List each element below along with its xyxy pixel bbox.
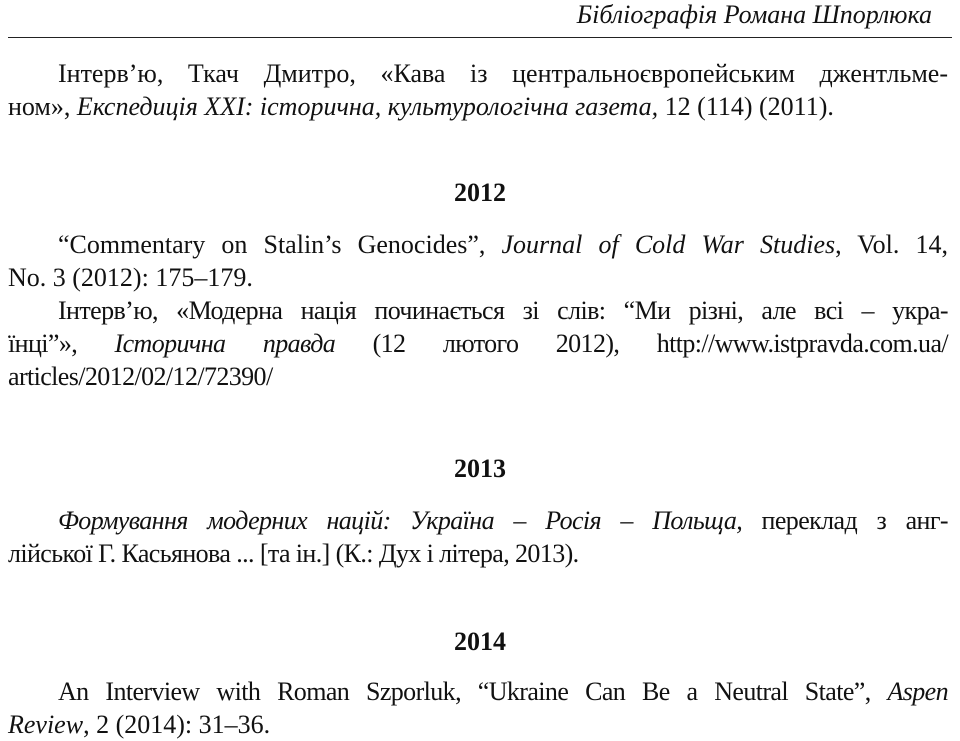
entry-text: їнці”», xyxy=(8,329,115,358)
entry-line xyxy=(8,327,948,360)
bibliography-entry xyxy=(8,228,948,294)
entry-line xyxy=(8,90,948,123)
book-title: Формування модерних націй: Україна – Росія – Польща, xyxy=(58,506,743,535)
entry-line xyxy=(8,504,948,537)
entry-text: переклад з анг- xyxy=(742,506,948,535)
entry-text: 12 (114) (2011). xyxy=(658,92,834,121)
entry-line xyxy=(8,228,948,261)
entry-text: , Vol. 14, xyxy=(835,230,948,259)
periodical-title: Історична правда xyxy=(114,329,336,358)
journal-title: Review xyxy=(8,710,84,739)
entry-text: , 2 (2014): 31–36. xyxy=(83,710,271,739)
entry-text: An Interview with Roman Szporluk, “Ukraine Can Be a Neutral State”, xyxy=(58,677,888,706)
running-head: Бібліографія Романа Шпорлюка xyxy=(576,0,932,29)
periodical-title: Експедиція XXI: історична, культурологічна газета, xyxy=(76,92,659,121)
entry-line: No. 3 (2012): 175–179. xyxy=(8,263,253,292)
journal-title: Journal of Cold War Studies xyxy=(501,230,836,259)
bibliography-entry xyxy=(8,57,948,123)
entry-line: Інтерв’ю, «Модерна нація починається зі слів: “Ми різні, але всі – укра- xyxy=(58,296,948,325)
entry-line xyxy=(8,708,948,741)
bibliography-entry xyxy=(8,675,948,741)
year-heading: 2014 xyxy=(454,627,506,656)
bibliography-entry xyxy=(8,294,948,393)
year-heading: 2012 xyxy=(454,178,506,207)
entry-line xyxy=(8,675,948,708)
bibliography-entry xyxy=(8,504,948,570)
entry-url: (12 лютого 2012), http://www.istpravda.com.ua/ xyxy=(335,329,949,358)
entry-line: лійської Г. Касьянова ... [та ін.] (К.: Дух і літера, 2013). xyxy=(8,539,579,568)
entry-line: Інтерв’ю, Ткач Дмитро, «Кава із центральноєвропейським джентльме- xyxy=(58,59,948,88)
journal-title: Aspen xyxy=(887,677,948,706)
entry-url-line: articles/2012/02/12/72390/ xyxy=(8,362,273,391)
entry-text: ном», xyxy=(8,92,77,121)
header-rule xyxy=(8,37,952,38)
entry-text: “Commentary on Stalin’s Genocides”, xyxy=(58,230,502,259)
year-heading: 2013 xyxy=(454,454,506,483)
